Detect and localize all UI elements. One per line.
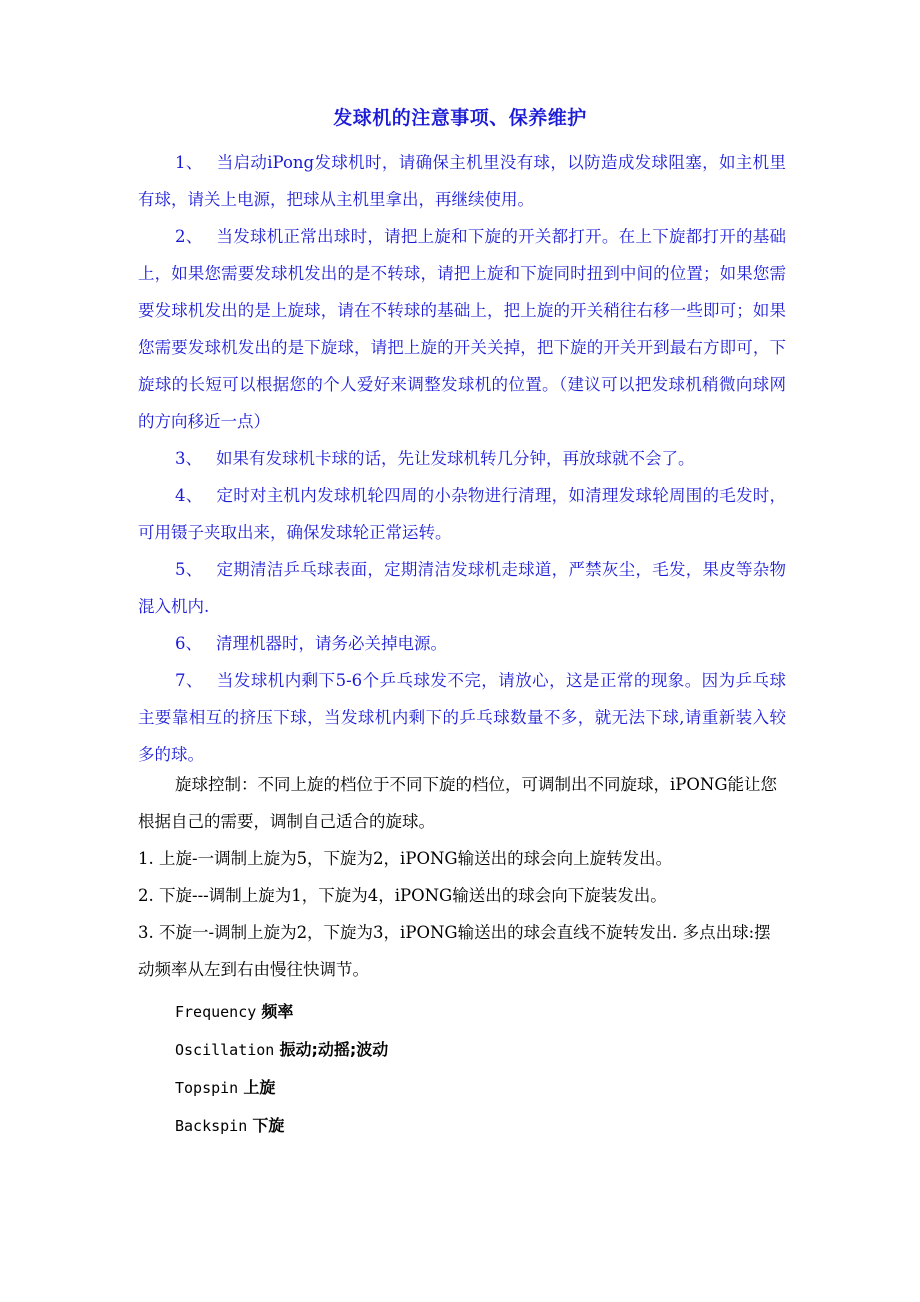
item-number: 6、 xyxy=(175,634,202,653)
spin-control-line-2: 2. 下旋---调制上旋为1，下旋为4，iPONG输送出的球会向下旋装发出。 xyxy=(138,886,667,905)
spin-control-intro: 旋球控制：不同上旋的档位于不同下旋的档位，可调制出不同旋球，iPONG能让您根据自己的需要，调制自己适合的旋球。 xyxy=(138,775,778,831)
glossary-entry xyxy=(175,993,388,1031)
item-text: 如果有发球机卡球的话，先让发球机转几分钟，再放球就不会了。 xyxy=(216,449,695,468)
item-text: 当发球机内剩下5-6个乒乓球发不完，请放心，这是正常的现象。因为乒乓球主要靠相互的挤压下球，当发球机内剩下的乒乓球数量不多，就无法下球,请重新装入较多的球。 xyxy=(138,671,786,764)
glossary-term-zh: 上旋 xyxy=(243,1078,276,1097)
glossary-term-en: Oscillation xyxy=(175,1041,275,1059)
document-title: 发球机的注意事项、保养维护 xyxy=(333,107,587,129)
glossary-term-en: Frequency xyxy=(175,1003,257,1021)
item-text: 当发球机正常出球时，请把上旋和下旋的开关都打开。在上下旋都打开的基础上，如果您需要发球机发出的是不转球，请把上旋和下旋同时扭到中间的位置；如果您需要发球机发出的是上旋球，请在不转球的基础上，把上旋的开关稍往右移一些即可；如果您需要发球机发出的是下旋球，请把上旋的开关关掉，把下旋的开关开到最右方即可，下旋球的长短可以根据您的个人爱好来调整发球机的位置。（建议可以把发球机稍微向球网的方向移近一点） xyxy=(138,227,787,431)
glossary-term-en: Backspin xyxy=(175,1117,248,1135)
glossary-term-zh: 下旋 xyxy=(252,1116,285,1135)
item-number: 7、 xyxy=(175,671,203,690)
glossary-entry xyxy=(175,1107,388,1145)
glossary-term-zh: 振动;动摇;波动 xyxy=(279,1040,389,1059)
maintenance-item-2 xyxy=(138,218,786,440)
glossary-term-zh: 频率 xyxy=(261,1002,294,1021)
spin-control-section xyxy=(138,766,786,988)
item-text: 定期清洁乒乓球表面，定期清洁发球机走球道，严禁灰尘，毛发，果皮等杂物混入机内. xyxy=(138,560,787,616)
item-number: 5、 xyxy=(175,560,203,579)
glossary-term-en: Topspin xyxy=(175,1079,239,1097)
item-number: 2、 xyxy=(175,227,203,246)
glossary xyxy=(175,993,388,1145)
item-number: 3、 xyxy=(175,449,202,468)
spin-control-line-1: 1. 上旋-一调制上旋为5，下旋为2，iPONG输送出的球会向上旋转发出。 xyxy=(138,849,673,868)
spin-control-line-3: 3. 不旋一-调制上旋为2，下旋为3，iPONG输送出的球会直线不旋转发出. 多点出球:摆动频率从左到右由慢往快调节。 xyxy=(138,923,771,979)
item-text: 定时对主机内发球机轮四周的小杂物进行清理，如清理发球轮周围的毛发时，可用镊子夹取出来，确保发球轮正常运转。 xyxy=(138,486,787,542)
maintenance-item-6 xyxy=(138,625,786,662)
maintenance-item-1 xyxy=(138,144,786,218)
item-text: 当启动iPong发球机时，请确保主机里没有球，以防造成发球阻塞，如主机里有球，请关上电源，把球从主机里拿出，再继续使用。 xyxy=(138,153,787,209)
item-number: 1、 xyxy=(175,153,203,172)
maintenance-item-7 xyxy=(138,662,786,773)
item-text: 清理机器时，请务必关掉电源。 xyxy=(216,634,447,653)
glossary-entry xyxy=(175,1069,388,1107)
maintenance-item-4 xyxy=(138,477,786,551)
glossary-entry xyxy=(175,1031,388,1069)
item-number: 4、 xyxy=(175,486,203,505)
maintenance-list xyxy=(138,144,786,773)
maintenance-item-5 xyxy=(138,551,786,625)
maintenance-item-3 xyxy=(138,440,786,477)
